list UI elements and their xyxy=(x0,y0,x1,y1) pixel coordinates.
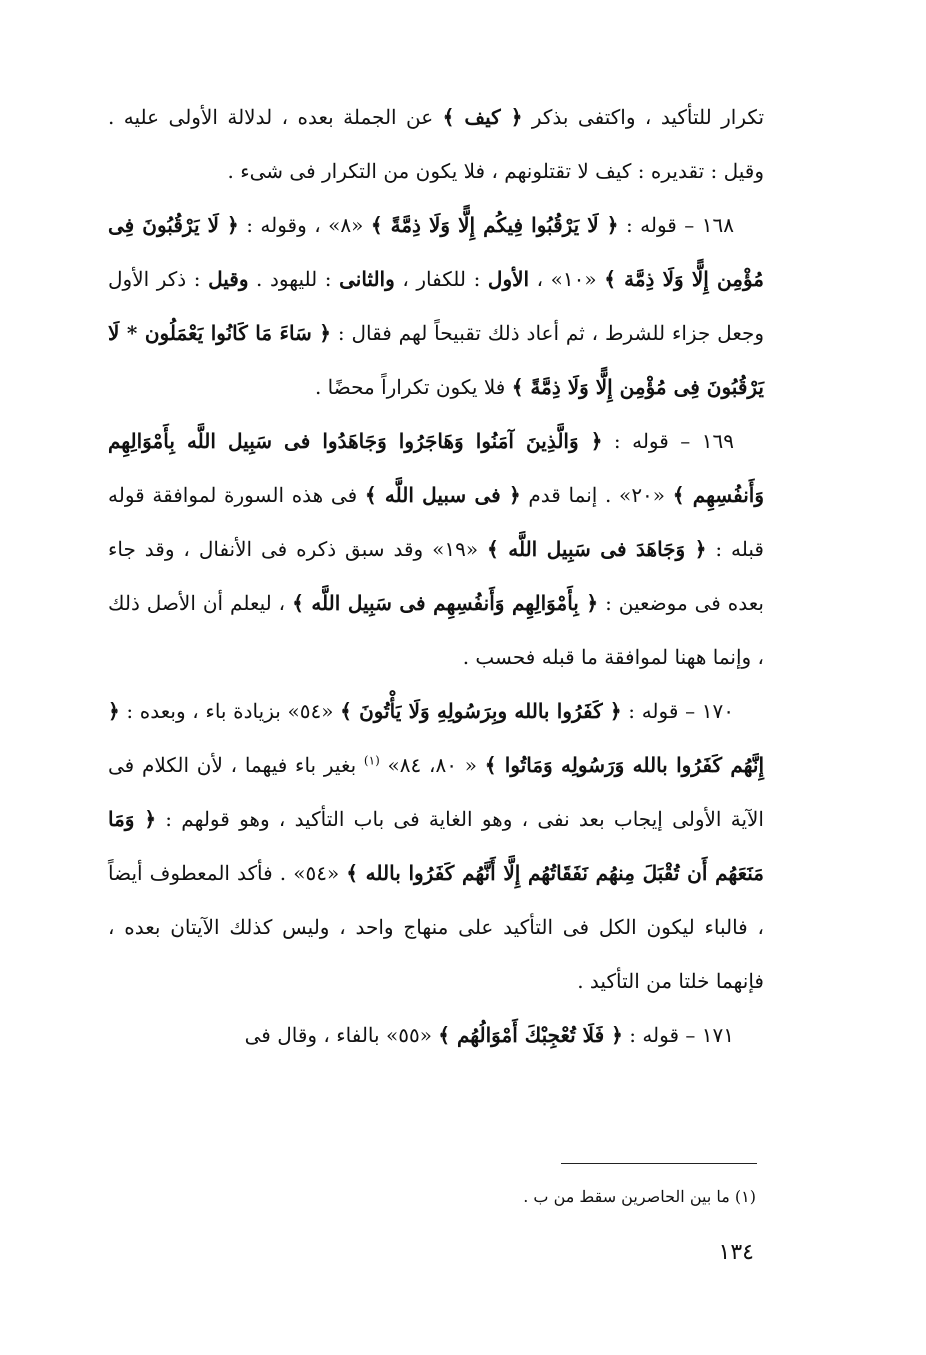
page-number: ١٣٤ xyxy=(718,1240,754,1265)
quran-quote: ﴿ لَا يَرْقُبُوا فِيكُم إِلًّا وَلَا ذِمَّةً ﴾ xyxy=(370,213,619,237)
footnote-reference[interactable]: (١) xyxy=(363,753,380,768)
quran-quote: ﴿ فى سبيل اللَّه ﴾ xyxy=(364,483,521,507)
footnote-separator xyxy=(561,1163,757,1164)
paragraph-168 xyxy=(108,198,764,414)
paragraph-continuation xyxy=(108,90,764,198)
quran-quote: ﴿ بِأَمْوَالِهِم وَأَنفُسِهِم فى سَبِيل اللَّه ﴾ xyxy=(292,591,599,615)
text-run: فى هذه السورة لموافقة قوله قبله : xyxy=(108,483,764,561)
text-run: ١٦٨ – قوله : xyxy=(618,213,734,237)
text-run: : للكفار ، xyxy=(394,267,488,291)
text-run: : ذكر الأول وجعل جزاء للشرط ، ثم أعاد ذلك تقبيحاً لهم فقال : xyxy=(108,267,764,345)
text-run: «٥٤» . فأكد المعطوف أيضاً ، فالباء ليكون الكل فى التأكيد على منهاج واحد ، وليس كذلك الآيتان بعده ، فإنهما خلتا من التأكيد . xyxy=(108,861,764,993)
text-run: عن الجملة بعده ، لدلالة الأولى عليه . وقيل : تقديره : كيف لا تقتلونهم ، فلا يكون من التكرار فى شىء . xyxy=(108,105,764,183)
text-run: «٨» ، وقوله : xyxy=(238,213,371,237)
quran-quote: ﴿ لَا يَرْقُبُونَ فِى مُؤْمِن إِلًّا وَلَا ذِمَّة ﴾ xyxy=(108,213,764,291)
quran-quote: ﴿ وَجَاهَدَ فى سَبِيل اللَّه ﴾ xyxy=(486,537,707,561)
text-run: «١٠» ، xyxy=(529,267,605,291)
text-run: ، ليعلم أن الأصل ذلك ، وإنما ههنا لموافقة ما قبله فحسب . xyxy=(108,591,764,669)
keyword: والثانى xyxy=(339,267,395,291)
quran-quote: ﴿ كَفَرُوا بالله وبِرَسُولِهِ وَلَا يَأْتُونَ ﴾ xyxy=(340,699,622,723)
text-run: «٥٥» بالفاء ، وقال فى xyxy=(244,1023,439,1047)
keyword: الأول xyxy=(487,267,530,291)
paragraph-170 xyxy=(108,684,764,1008)
text-run: « ٨٠، ٨٤» xyxy=(379,753,485,777)
page-body xyxy=(108,90,764,1062)
text-run: «٥٤» بزيادة باء ، وبعده : xyxy=(119,699,341,723)
text-run: ١٦٩ – قوله : xyxy=(602,429,734,453)
text-run: بغير باء فيهما ، لأن الكلام فى الآية الأولى إيجاب بعد نفى ، وهو الغاية فى باب التأكيد ، وهو قولهم : xyxy=(108,753,764,831)
text-run: تكرار للتأكيد ، واكتفى بذكر xyxy=(522,105,765,129)
text-run: «١٩» وقد سبق ذكره فى الأنفال ، وقد جاء بعده فى موضعين : xyxy=(108,537,764,615)
keyword: وقيل xyxy=(208,267,249,291)
quran-quote: ﴿ كيف ﴾ xyxy=(442,105,523,129)
paragraph-169 xyxy=(108,414,764,684)
quran-quote: ﴿ إِنَّهُم كَفَرُوا بالله وَرَسُولِه وَمَاتُوا ﴾ xyxy=(108,699,764,777)
text-run: فلا يكون تكراراً محضًا . xyxy=(314,375,512,399)
text-run: ١٧٠ – قوله : xyxy=(621,699,734,723)
quran-quote: ﴿ وَمَا مَنَعَهُم أَن تُقْبَلَ مِنهُم نَفَقَاتُهُم إِلَّا أَنَّهُم كَفَرُوا بالله ﴾ xyxy=(108,807,765,885)
text-run: : لليهود . xyxy=(248,267,340,291)
paragraph-171 xyxy=(108,1008,764,1062)
text-run: ١٧١ – قوله : xyxy=(622,1023,734,1047)
footnote: (١) ما بين الحاصرين سقط من ب . xyxy=(523,1187,756,1206)
quran-quote: ﴿ وَالَّذِينَ آمَنُوا وَهَاجَرُوا وَجَاهَدُوا فى سَبِيل اللَّه بِأَمْوَالِهِم وَأَنفُسِهِم ﴾ xyxy=(108,429,765,507)
quran-quote: ﴿ سَاءَ مَا كَانُوا يَعْمَلُون * لَا يَرْقُبُونَ فِى مُؤْمِن إِلًّا وَلَا ذِمَّةً ﴾ xyxy=(108,321,764,399)
quran-quote: ﴿ فَلَا تُعْجِبْكَ أَمْوَالُهُم ﴾ xyxy=(438,1023,623,1047)
text-run: «٢٠» . إنما قدم xyxy=(520,483,673,507)
